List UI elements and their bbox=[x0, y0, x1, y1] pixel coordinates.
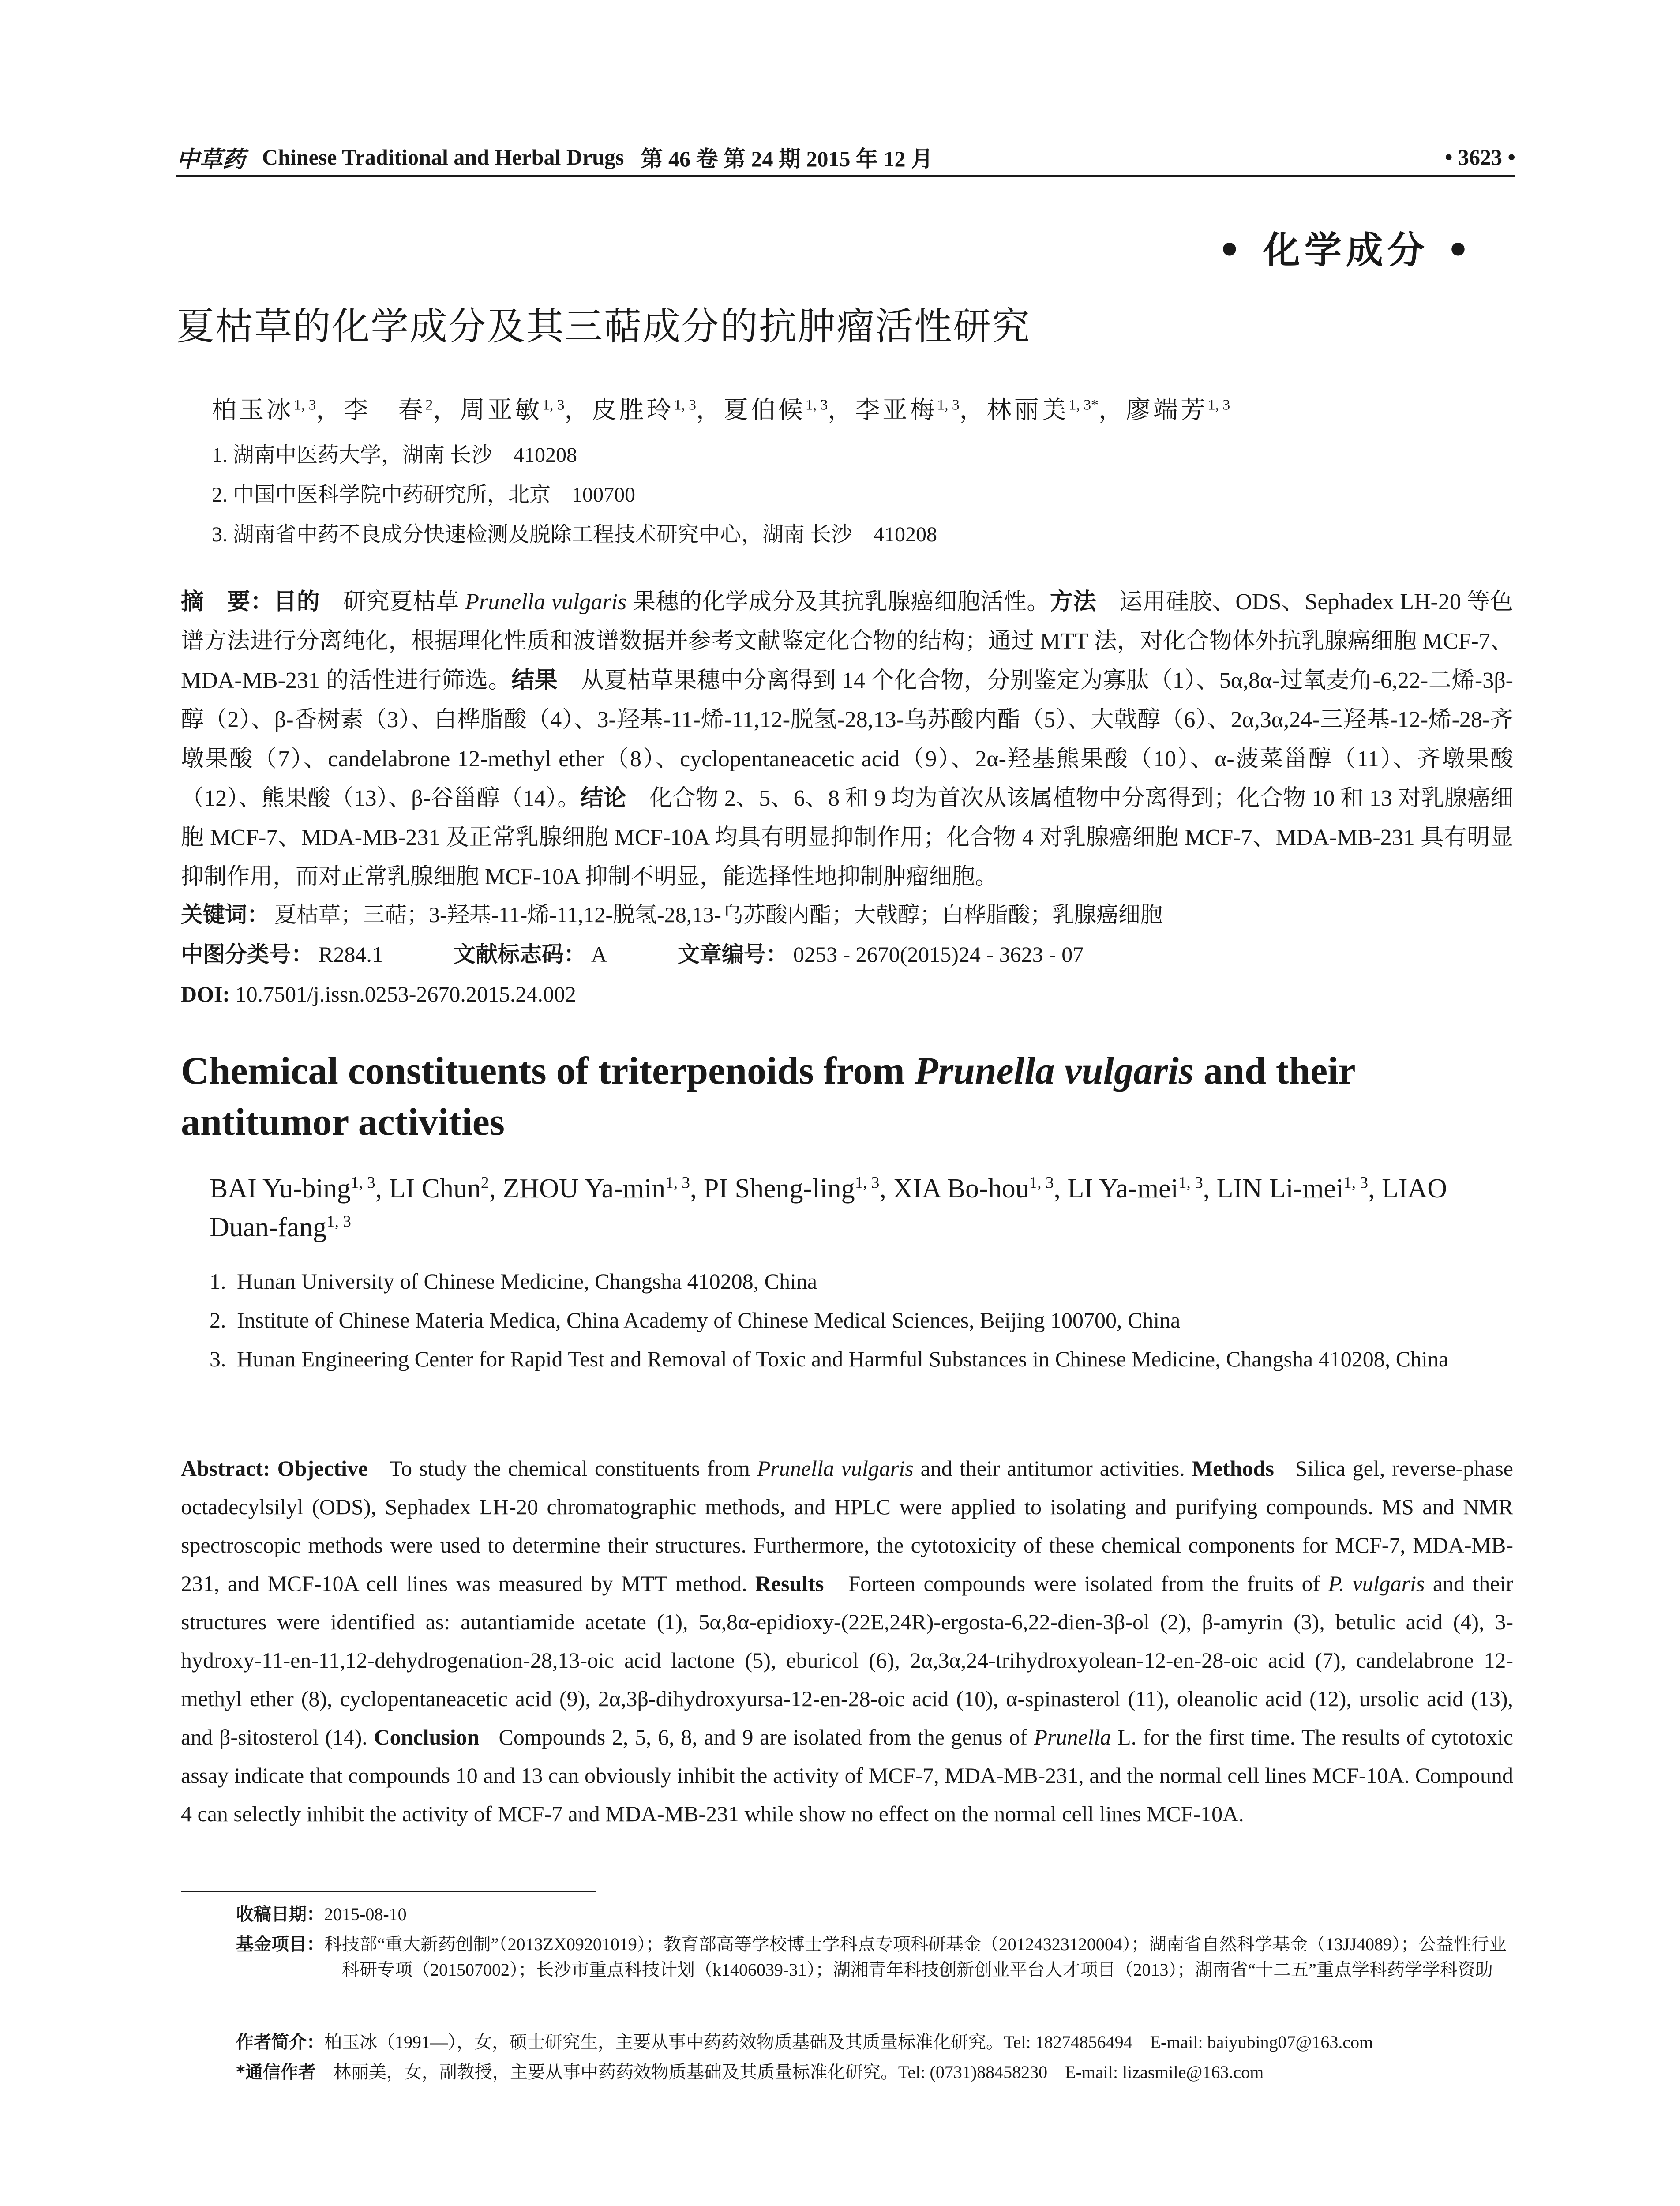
author-en: XIA Bo-hou$^{1, 3}$, bbox=[893, 1174, 1068, 1204]
abstract-en-label: Abstract: Objective bbox=[181, 1456, 368, 1481]
author-en: LI Ya-mei$^{1, 3}$, bbox=[1067, 1174, 1217, 1204]
header-rule bbox=[176, 175, 1515, 177]
journal-name-en: Chinese Traditional and Herbal Drugs bbox=[262, 145, 624, 169]
chinese-title: 夏枯草的化学成分及其三萜成分的抗肿瘤活性研究 bbox=[176, 304, 1031, 349]
keywords-cn: 关键词： 夏枯草；三萜；3-羟基-11-烯-11,12-脱氢-28,13-乌苏酸内酯；大戟醇；白桦脂酸；乳腺癌细胞 bbox=[181, 902, 1162, 927]
results-en-label: Results bbox=[755, 1571, 824, 1596]
abstract-en: Abstract: Objective To study the chemical constituents from Prunella vulgaris and their antitumor activities. Methods Silica gel, reverse-phase octadecylsilyl (ODS), Sephadex LH-20 chromatographic methods, and HPLC were applied to isolating and purifying compounds. MS and NMR spectroscopic methods were used to determine their structures. Furthermore, the cytotoxicity of these chemical components for MCF-7, MDA-MB-231, and MCF-10A cell lines was measured by MTT method. Results Forteen compounds were isolated from the fruits of P. vulgaris and their structures were identified as: autantiamide acetate (1), 5α,8α-epidioxy-(22E,24R)-ergosta-6,22-dien-3β-ol (2), β-amyrin (3), betulic acid (4), 3-hydroxy-11-en-11,12-dehydrogenation-28,13-oic acid lactone (5), eburicol (6), 2α,3α,24-trihydroxyolean-12-en-28-oic acid (7), candelabrone 12-methyl ether (8), cyclopentaneacetic acid (9), 2α,3β-dihydroxyursa-12-en-28-oic acid (10), α-spinasterol (11), oleanolic acid (12), ursolic acid (13), and β-sitosterol (14). Conclusion Compounds 2, 5, 6, 8, and 9 are isolated from the genus of Prunella L. for the first time. The results of cytotoxic assay indicate that compounds 10 and 13 can obviously inhibit the activity of MCF-7, MDA-MB-231, and the normal cell lines MCF-10A. Compound 4 can selectly inhibit the activity of MCF-7 and MDA-MB-231 while show no effect on the normal cell lines MCF-10A. bbox=[181, 1456, 1514, 1826]
english-title: Chemical constituents of triterpenoids from Prunella vulgaris and their antitumor activities bbox=[181, 1050, 1355, 1144]
author-cn: 廖端芳$^{1, 3}$ bbox=[1125, 397, 1230, 424]
authors-cn bbox=[212, 390, 1230, 426]
affiliation-en-1: 1. Hunan University of Chinese Medicine, Changsha 410208, China bbox=[210, 1269, 818, 1294]
author-en: LI Chun$^2$, bbox=[389, 1174, 503, 1204]
running-header bbox=[176, 139, 1515, 175]
methods-label: 方法 bbox=[1050, 589, 1096, 615]
author-cn: 柏玉冰$^{1, 3}$， bbox=[212, 397, 344, 424]
abstract-cn: 摘 要：目的 研究夏枯草 Prunella vulgaris 果穗的化学成分及其抗乳腺癌细胞活性。方法 运用硅胶、ODS、Sephadex LH-20 等色谱方法进行分离纯化，根据理化性质和波谱数据并参考文献鉴定化合物的结构；通过 MTT 法，对化合物体外抗乳腺癌细胞 MCF-7、MDA-MB-231 的活性进行筛选。结果 从夏枯草果穗中分离得到 14 个化合物，分别鉴定为寡肽（1）、5α,8α-过氧麦角-6,22-二烯-3β-醇（2）、β-香树素（3）、白桦脂酸（4）、3-羟基-11-烯-11,12-脱氢-28,13-乌苏酸内酯（5）、大戟醇（6）、2α,3α,24-三羟基-12-烯-28-齐墩果酸（7）、candelabrone 12-methyl ether（8）、cyclopentaneacetic acid（9）、2α-羟基熊果酸（10）、α-菠菜甾醇（11）、齐墩果酸（12）、熊果酸（13）、β-谷甾醇（14）。结论 化合物 2、5、6、8 和 9 均为首次从该属植物中分离得到；化合物 10 和 13 对乳腺癌细胞 MCF-7、MDA-MB-231 及正常乳腺细胞 MCF-10A 均具有明显抑制作用；化合物 4 对乳腺癌细胞 MCF-7、MDA-MB-231 具有明显抑制作用，而对正常乳腺细胞 MCF-10A 抑制不明显，能选择性地抑制肿瘤细胞。 bbox=[181, 589, 1513, 889]
author-en: ZHOU $Ya-\min^{1, 3}$, bbox=[502, 1174, 704, 1204]
author-cn: 李亚梅$^{1, 3}$， bbox=[855, 397, 987, 424]
results-label: 结果 bbox=[511, 667, 558, 694]
author-cn: 林丽美$^{1, 3*}$， bbox=[986, 397, 1126, 424]
footnote-received: 收稿日期：2015-08-10 bbox=[236, 1904, 407, 1925]
issue-info: 第 46 卷 第 24 期 2015 年 12 月 bbox=[641, 146, 933, 171]
abstract-label: 摘 要： bbox=[181, 589, 274, 615]
section-tag: • 化学成分 • bbox=[1218, 229, 1474, 272]
author-en: LIAO Duan-fang$^{1, 3}$ bbox=[210, 1174, 1448, 1242]
author-en: BAI Yu-bing$^{1, 3}$, bbox=[210, 1174, 389, 1204]
footnote-funding: 基金项目：科技部“重大新药创制”（2013ZX09201019）；教育部高等学校博士学科点专项科研基金（20124323120004）；湖南省自然科学基金（13JJ4089）；公益性行业科研专项（201507002）；长沙市重点科技计划（k1406039-31）；湖湘青年科技创新创业平台人才项目（2013）；湖南省“十二五”重点学科药学学科资助 bbox=[236, 1934, 1507, 1980]
footnote-author: 作者简介：柏玉冰（1991—），女，硕士研究生，主要从事中药药效物质基础及其质量标准化研究。Tel: 18274856494 E-mail: baiyubing07@163.com bbox=[236, 2032, 1373, 2052]
doi-line: DOI: 10.7501/j.issn.0253-2670.2015.24.002 bbox=[181, 982, 576, 1006]
affiliation-cn-3: 3. 湖南省中药不良成分快速检测及脱除工程技术研究中心，湖南 长沙 410208 bbox=[212, 523, 938, 546]
affiliation-en-3: 3. Hunan Engineering Center for Rapid Test and Removal of Toxic and Harmful Substances in Chinese Medicine, Changsha 410208, China bbox=[210, 1347, 1449, 1371]
journal-name-cn: 中草药 bbox=[176, 146, 246, 173]
author-en: LIN Li-mei$^{1, 3}$, bbox=[1216, 1174, 1382, 1204]
author-cn: 皮胜玲$^{1, 3}$， bbox=[592, 397, 724, 424]
affiliation-cn-1: 1. 湖南中医药大学，湖南 长沙 410208 bbox=[212, 443, 578, 467]
footnote-rule bbox=[181, 1891, 596, 1892]
footnote-corresponding: *通信作者 林丽美，女，副教授，主要从事中药药效物质基础及其质量标准化研究。Tel: (0731)88458230 E-mail: lizasmile@163.com bbox=[236, 2062, 1264, 2082]
author-cn: 李 春$^2$， bbox=[343, 397, 461, 424]
classification-line: 中图分类号： R284.1 文献标志码： A 文章编号： 0253 - 2670(2015)24 - 3623 - 07 bbox=[181, 942, 1084, 967]
author-cn: 周亚敏$^{1, 3}$， bbox=[460, 397, 592, 424]
page-number: • 3623 • bbox=[1444, 145, 1515, 169]
affiliation-en-2: 2. Institute of Chinese Materia Medica, China Academy of Chinese Medical Sciences, Beijing 100700, China bbox=[210, 1308, 1181, 1332]
species-name: Prunella vulgaris bbox=[465, 589, 627, 615]
authors-en bbox=[210, 1169, 1515, 1247]
author-cn: 夏伯候$^{1, 3}$， bbox=[723, 397, 855, 424]
methods-en-label: Methods bbox=[1192, 1456, 1274, 1481]
objective-label: 目的 bbox=[274, 589, 320, 615]
conclusion-en-label: Conclusion bbox=[374, 1725, 480, 1749]
affiliation-cn-2: 2. 中国中医科学院中药研究所，北京 100700 bbox=[212, 483, 636, 506]
author-en: PI Sheng-ling$^{1, 3}$, bbox=[703, 1174, 893, 1204]
conclusion-label: 结论 bbox=[580, 785, 626, 811]
